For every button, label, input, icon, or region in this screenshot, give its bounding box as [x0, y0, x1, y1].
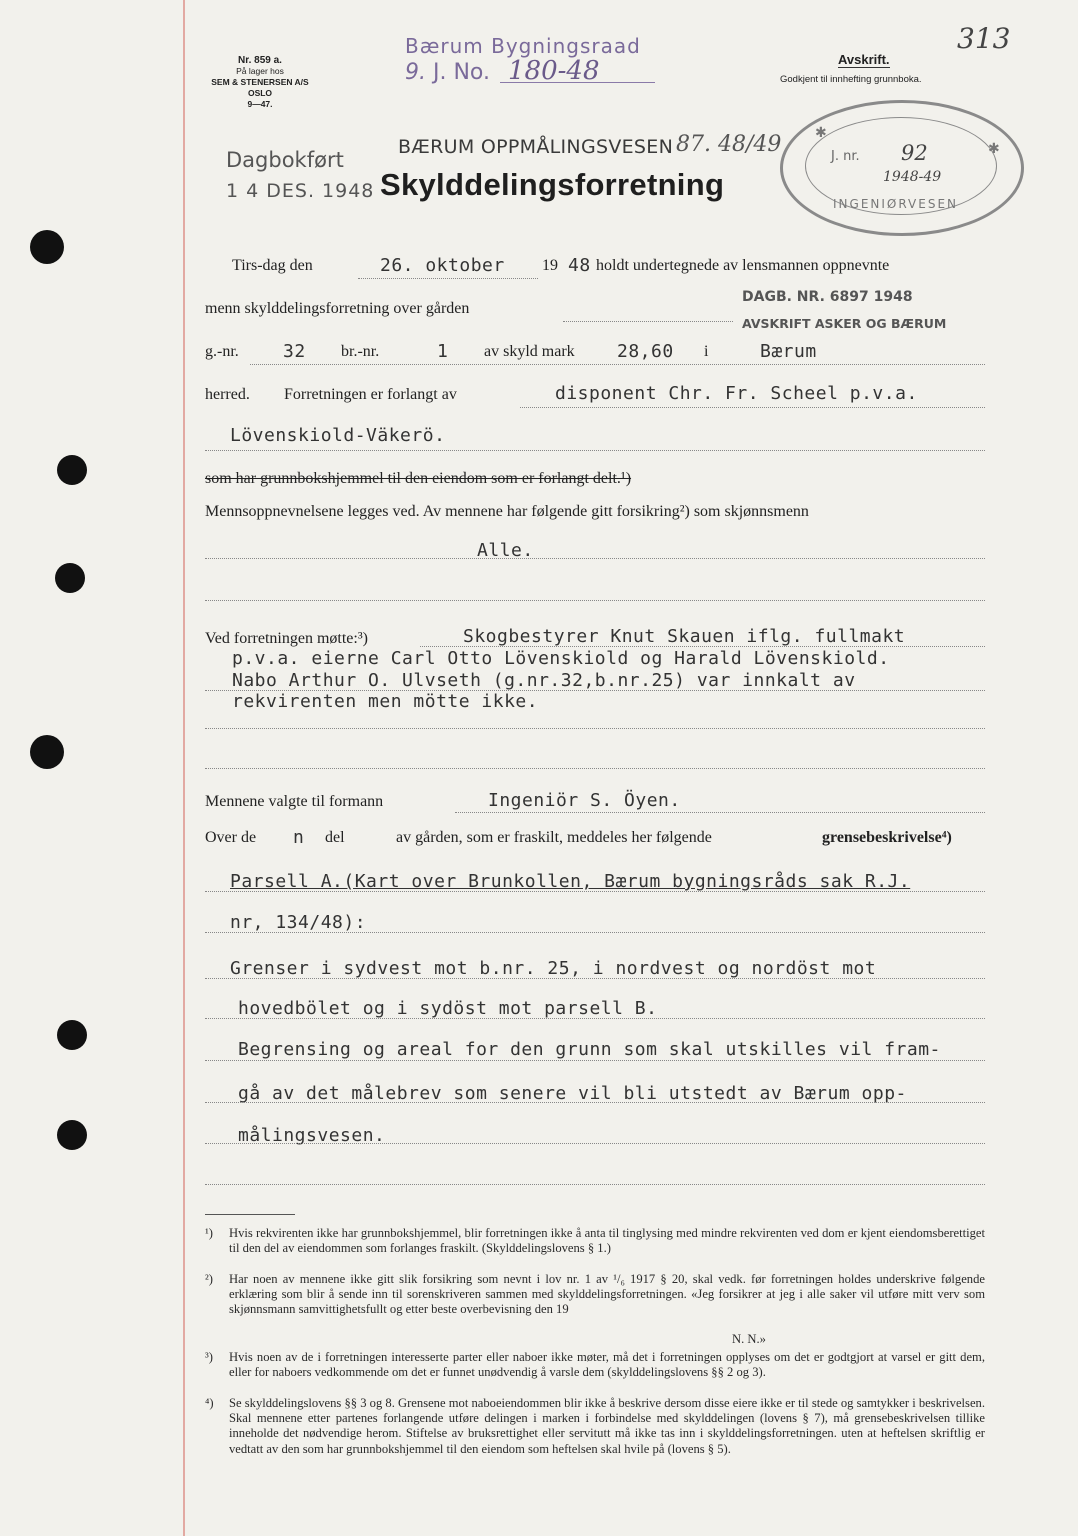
motte-line-2: p.v.a. eierne Carl Otto Lövenskiold og Harald Lövenskiold.	[232, 648, 890, 669]
seal-jnr-label: J. nr.	[831, 149, 860, 164]
begr-line-1: Begrensing og areal for den grunn som skal utskilles vil fram-	[238, 1039, 941, 1060]
bnr-value: 1	[437, 341, 449, 362]
seal-number: 92	[901, 141, 928, 165]
binder-hole	[30, 230, 64, 264]
struck-text: som har grunnbokshjemmel til den eiendom som er forlangt delt.¹)	[205, 470, 632, 487]
dagbokfort-label: Dagbokført	[226, 148, 344, 172]
i-label: i	[704, 343, 709, 360]
printer-date: 9—47.	[247, 99, 273, 109]
dotted-rule	[250, 364, 985, 365]
seal-year: 1948-49	[883, 169, 942, 185]
printer-line: På lager hos	[236, 66, 284, 76]
oppmaling-number: 87. 48/49	[676, 132, 782, 157]
date-prefix: Tirs-dag den	[232, 257, 313, 274]
jn-underline	[500, 82, 655, 83]
dagb-stamp: DAGB. NR. 6897 1948	[742, 289, 913, 305]
footnote-2-signature: N. N.»	[732, 1332, 766, 1346]
dotted-rule	[205, 1060, 985, 1061]
date-value: 26. oktober	[380, 255, 505, 276]
over-rest: av gården, som er fraskilt, meddeles her følgende	[396, 829, 712, 846]
star-icon: ✱	[815, 126, 827, 141]
avskrift-stamp: AVSKRIFT ASKER OG BÆRUM	[742, 316, 947, 331]
over-de-label: Over de	[205, 829, 257, 846]
page-number: 313	[957, 22, 1011, 55]
footnote-1: ¹) Hvis rekvirenten ikke har grunnbokshjemmel, blir forretningen ikke å anta til tinglysing med mindre rekvirenten ved dom er kjent eiendomsberettiget til den del av eiendommen som forlanges fraskilt. (Skylddelingslovens § 1.)	[205, 1226, 985, 1256]
mennsopp-text: Mennsoppnevnelsene legges ved. Av mennene har følgende gitt forsikring²) som skjønnsmenn	[205, 503, 809, 520]
year-value: 48	[568, 255, 591, 276]
gnr-label: g.-nr.	[205, 343, 239, 360]
herred-label: herred.	[205, 386, 250, 403]
dotted-rule	[205, 1102, 985, 1103]
grenser-line-1: Grenser i sydvest mot b.nr. 25, i nordvest og nordöst mot	[230, 958, 877, 979]
footnote-separator	[205, 1214, 295, 1215]
dotted-rule	[205, 450, 985, 451]
bnr-label: br.-nr.	[341, 343, 380, 360]
form-number: Nr. 859 a.	[238, 55, 282, 66]
dotted-rule	[205, 932, 985, 933]
forlangt-label: Forretningen er forlangt av	[284, 386, 457, 403]
gaarden-text: menn skylddelingsforretning over gården	[205, 300, 470, 317]
skyld-value: 28,60	[617, 341, 674, 362]
dotted-rule	[455, 812, 985, 813]
seal-text: INGENIØRVESEN	[833, 197, 959, 211]
margin-line	[183, 0, 185, 1536]
begr-line-3: målingsvesen.	[238, 1125, 386, 1146]
herred-value: Bærum	[760, 341, 817, 362]
dotted-rule	[563, 321, 733, 322]
jn-value: 180-48	[508, 56, 600, 86]
printer-block	[200, 55, 320, 110]
date-suffix: holdt undertegnede av lensmannen oppnevnte	[596, 257, 890, 274]
alle-text: Alle.	[477, 540, 534, 561]
over-del: del	[325, 829, 345, 846]
footnote-2: ²) Har noen av mennene ikke gitt slik forsikring som nevnt i lov nr. 1 av ¹/₆ 1917 § 20, skal vedk. før forretningen holdes underskrive følgende erklæring som blir å sende inn til sorenskriveren sammen med skylddelingsforretningen. «Jeg forsikrer at jeg i alle saker vil utføre mitt verv som skjønnsmann samvittighetsfullt og etter beste overbevisning den 19	[205, 1272, 985, 1317]
avskrift-label: Avskrift.	[838, 52, 890, 67]
dotted-rule	[205, 558, 985, 559]
dotted-rule	[520, 407, 985, 408]
oppmaling-stamp: BÆRUM OPPMÅLINGSVESEN	[398, 136, 674, 158]
dotted-rule	[205, 1018, 985, 1019]
formann-label: Mennene valgte til formann	[205, 793, 384, 810]
binder-hole	[57, 455, 87, 485]
gnr-value: 32	[283, 341, 306, 362]
dotted-rule	[358, 278, 538, 279]
star-icon: ✱	[988, 142, 1000, 157]
dotted-rule	[205, 600, 985, 601]
requester-line-1: disponent Chr. Fr. Scheel p.v.a.	[555, 383, 918, 404]
jn-label: 9. J. No.	[405, 60, 490, 85]
dotted-rule	[205, 978, 985, 979]
ingeniorvesen-seal	[780, 100, 1024, 236]
begr-line-2: gå av det målebrev som senere vil bli utstedt av Bærum opp-	[238, 1083, 907, 1104]
printer-name: SEM & STENERSEN A/S OSLO	[211, 77, 309, 98]
motte-label: Ved forretningen møtte:³)	[205, 630, 368, 647]
dotted-rule	[205, 690, 985, 691]
formann-value: Ingeniör S. Öyen.	[488, 790, 681, 811]
bygningsraad-stamp: Bærum Bygningsraad	[405, 34, 641, 58]
skyld-label: av skyld mark	[484, 343, 575, 360]
godkjent-label: Godkjent til innhefting grunnboka.	[780, 74, 922, 85]
grenser-line-2: hovedbölet og i sydöst mot parsell B.	[238, 998, 658, 1019]
dotted-rule	[205, 1184, 985, 1185]
parsell-line-2: nr, 134/48):	[230, 912, 367, 933]
motte-line-3: Nabo Arthur O. Ulvseth (g.nr.32,b.nr.25) var innkalt av	[232, 670, 856, 691]
motte-line-4: rekvirenten men mötte ikke.	[232, 691, 539, 712]
dotted-rule	[420, 646, 985, 647]
over-n: n	[293, 827, 305, 848]
footnote-4: ⁴) Se skylddelingslovens §§ 3 og 8. Grensene mot naboeiendommen blir ikke å beskrive dersom disse eiere ikke er til stede og samtykker i beskrivelsen. Skal mennene etter partenes forlangende utføre delingen i marken i forbindelse med skylddelingen (lovens § 7), må grensebeskrivelsen tillike inneholde det nødvendige herom. Stiftelse av bruksrettighet eller servitutt må ikke tas inn i skylddelingsforretningen. uten at heftelsen skriftlig er vedtatt av den som har grunnbokshjemmel til den eiendom som heftelsen skal hvile på (lovens § 5).	[205, 1396, 985, 1456]
year-prefix: 19	[542, 257, 558, 274]
parsell-line-1: Parsell A.(Kart over Brunkollen, Bærum bygningsråds sak R.J.	[230, 871, 911, 892]
footnote-3: ³) Hvis noen av de i forretningen interesserte parter eller naboer ikke møter, må det i forretningen opplyses om det er godtgjort at varsel er gitt dem, eller for naboers vedkommende om det er funnet unødvendig å varsle dem (skylddelingslovens §§ 2 og 3).	[205, 1350, 985, 1380]
motte-line-1: Skogbestyrer Knut Skauen iflg. fullmakt	[463, 626, 906, 647]
dotted-rule	[205, 768, 985, 769]
dagbokfort-date: 1 4 DES. 1948	[226, 180, 375, 202]
dotted-rule	[205, 891, 985, 892]
binder-hole	[57, 1120, 87, 1150]
binder-hole	[30, 735, 64, 769]
binder-hole	[55, 563, 85, 593]
binder-hole	[57, 1020, 87, 1050]
grense-label: grensebeskrivelse⁴)	[822, 829, 952, 846]
document-title: Skylddelingsforretning	[380, 167, 725, 202]
requester-line-2: Lövenskiold-Väkerö.	[230, 425, 446, 446]
dotted-rule	[205, 1143, 985, 1144]
dotted-rule	[205, 728, 985, 729]
